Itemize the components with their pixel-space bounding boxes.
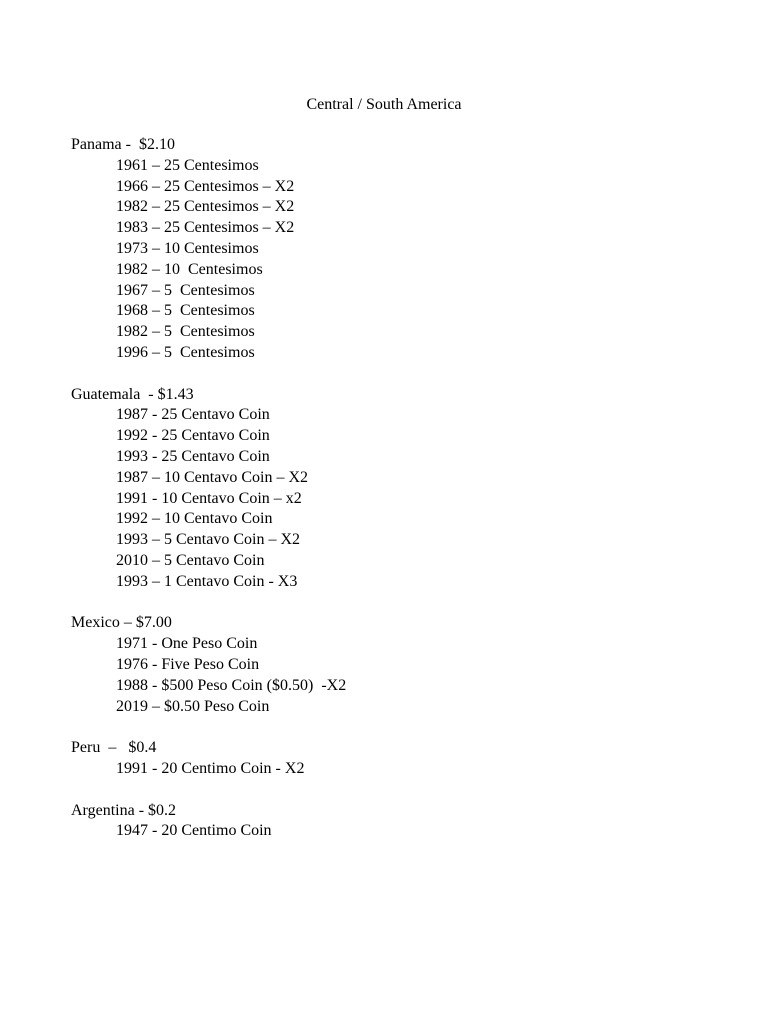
list-item: 1991 - 20 Centimo Coin - X2 [116, 759, 305, 777]
list-item: 1967 – 5 Centesimos [116, 281, 255, 299]
section-guatemala [71, 385, 711, 593]
section-heading-mexico: Mexico – $7.00 [71, 614, 172, 632]
list-item: 1987 – 10 Centavo Coin – X2 [116, 468, 308, 486]
list-item: 1961 – 25 Centesimos [116, 156, 259, 174]
list-item: 1993 – 1 Centavo Coin - X3 [116, 572, 298, 590]
page-title: Central / South America [306, 96, 462, 113]
list-item: 1973 – 10 Centesimos [116, 239, 259, 257]
section-heading-panama: Panama - $2.10 [71, 136, 175, 153]
section-argentina [71, 801, 711, 843]
list-item: 1947 - 20 Centimo Coin [116, 822, 272, 840]
list-item: 1983 – 25 Centesimos – X2 [116, 219, 295, 237]
section-mexico [71, 613, 711, 717]
section-spacer [71, 364, 711, 385]
section-heading-peru: Peru – $0.4 [71, 739, 157, 757]
section-heading-argentina: Argentina - $0.2 [71, 801, 177, 819]
list-item: 1991 - 10 Centavo Coin – x2 [116, 489, 302, 507]
list-item: 1992 – 10 Centavo Coin [116, 510, 273, 528]
section-heading-guatemala: Guatemala - $1.43 [71, 385, 194, 403]
list-item: 1982 – 25 Centesimos – X2 [116, 198, 295, 216]
section-panama [71, 135, 711, 364]
document-body [71, 135, 711, 842]
section-peru [71, 738, 711, 780]
list-item: 1968 – 5 Centesimos [116, 302, 255, 320]
section-spacer [71, 780, 711, 801]
list-item: 2010 – 5 Centavo Coin [116, 551, 265, 569]
list-item: 1993 – 5 Centavo Coin – X2 [116, 531, 300, 549]
list-item: 1982 – 5 Centesimos [116, 323, 255, 341]
list-item: 1988 - $500 Peso Coin ($0.50) -X2 [116, 676, 347, 694]
list-item: 2019 – $0.50 Peso Coin [116, 697, 270, 715]
list-item: 1992 - 25 Centavo Coin [116, 427, 270, 445]
section-spacer [71, 593, 711, 614]
list-item: 1966 – 25 Centesimos – X2 [116, 177, 295, 195]
list-item: 1982 – 10 Centesimos [116, 260, 263, 278]
list-item: 1996 – 5 Centesimos [116, 343, 255, 361]
list-item: 1987 - 25 Centavo Coin [116, 406, 270, 424]
list-item: 1993 - 25 Centavo Coin [116, 447, 270, 465]
list-item: 1976 - Five Peso Coin [116, 655, 260, 673]
list-item: 1971 - One Peso Coin [116, 635, 258, 653]
section-spacer [71, 717, 711, 738]
